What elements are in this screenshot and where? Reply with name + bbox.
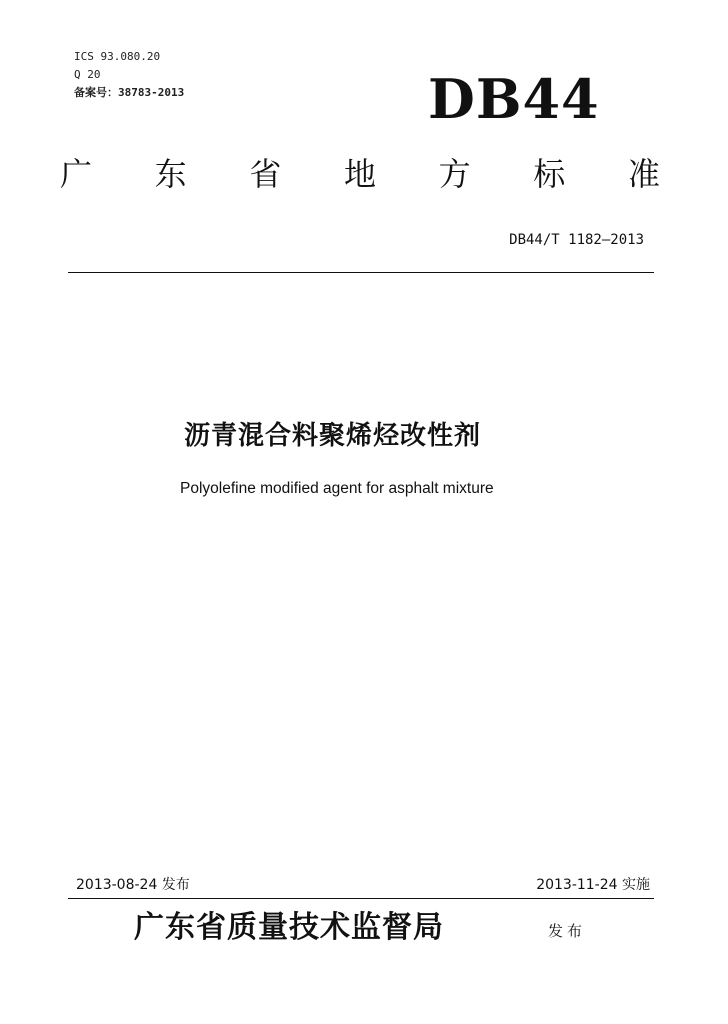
standard-type-char: 标 bbox=[533, 155, 566, 193]
bottom-divider bbox=[68, 898, 654, 899]
standard-type-char: 地 bbox=[343, 155, 376, 193]
document-title-chinese: 沥青混合料聚烯烃改性剂 bbox=[184, 421, 482, 451]
top-divider bbox=[68, 272, 654, 273]
standard-type-char: 广 bbox=[60, 155, 93, 193]
publish-label: 发布 bbox=[548, 922, 587, 940]
ics-code: ICS 93.080.20 bbox=[74, 50, 161, 63]
classification-codes bbox=[74, 48, 184, 102]
standard-type-char: 省 bbox=[249, 155, 282, 193]
standard-type-char: 东 bbox=[154, 155, 187, 193]
standard-number: DB44/T 1182—2013 bbox=[509, 232, 644, 248]
db44-logo: DB44 bbox=[428, 67, 600, 131]
standard-type-char: 方 bbox=[438, 155, 471, 193]
document-title-english: Polyolefine modified agent for asphalt mixture bbox=[180, 480, 494, 497]
issue-date: 2013-08-24 发布 bbox=[76, 877, 190, 893]
record-number: 备案号：38783-2013 bbox=[74, 86, 185, 99]
implementation-date: 2013-11-24 实施 bbox=[536, 877, 650, 893]
category-code: Q 20 bbox=[74, 68, 101, 81]
standard-type-title bbox=[60, 155, 660, 193]
publisher-name: 广东省质量技术监督局 bbox=[134, 910, 444, 945]
standard-type-char: 准 bbox=[627, 155, 660, 193]
